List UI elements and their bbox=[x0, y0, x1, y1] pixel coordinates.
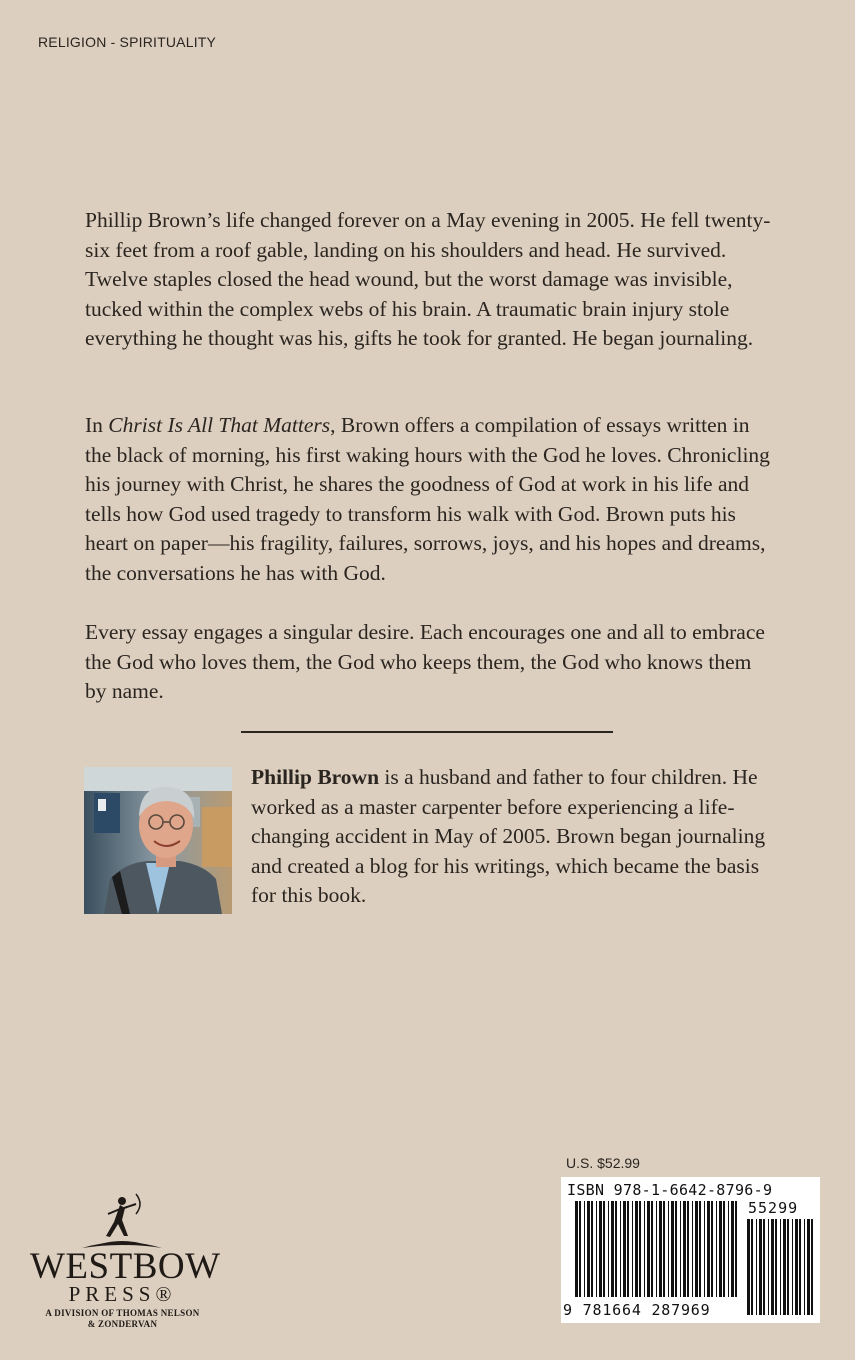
price-label: U.S. $52.99 bbox=[566, 1155, 640, 1171]
isbn-label: ISBN 978-1-6642-8796-9 bbox=[567, 1181, 773, 1199]
description-paragraph-1: Phillip Brown’s life changed forever on a May evening in 2005. He fell twenty-six feet from a roof gable, landing on his shoulders and head. He survived. Twelve staples closed the head wound, but the worst damage was invisible, tucked within the complex webs of his brain. A traumatic brain injury stole everything he thought was his, gifts he took for granted. He began journaling. bbox=[85, 208, 771, 351]
publisher-name: WESTBOW bbox=[30, 1246, 221, 1287]
author-bio bbox=[251, 763, 781, 911]
author-bio-text: is a husband and father to four children. He worked as a master carpenter before experiencing a life-changing accident in May of 2005. Brown began journaling and created a blog for his writings, which became the basis for this book. bbox=[251, 765, 766, 908]
description-paragraph-3: Every essay engages a singular desire. Each encourages one and all to embrace the God who loves them, the God who keeps them, the God who knows them by name. bbox=[85, 620, 765, 704]
author-name: Phillip Brown bbox=[251, 765, 380, 789]
publisher-logo bbox=[30, 1192, 221, 1332]
price-addon-code: 55299 bbox=[748, 1199, 799, 1217]
book-title: Christ Is All That Matters bbox=[108, 413, 331, 437]
publisher-division: A DIVISION OF THOMAS NELSON bbox=[45, 1308, 200, 1318]
section-divider bbox=[241, 731, 613, 733]
ean-number: 9 781664 287969 bbox=[563, 1301, 711, 1319]
category-label: RELIGION - SPIRITUALITY bbox=[38, 34, 217, 50]
description-paragraph-2 bbox=[85, 411, 775, 589]
paragraph-lead: In bbox=[85, 413, 109, 437]
publisher-sub: PRESS® bbox=[68, 1282, 177, 1306]
author-photo bbox=[84, 767, 232, 914]
archer-icon bbox=[30, 1192, 215, 1252]
isbn-barcode bbox=[561, 1177, 820, 1323]
publisher-division-2: & ZONDERVAN bbox=[87, 1319, 158, 1329]
paragraph-body: , Brown offers a compilation of essays written in the black of morning, his first waking hours with the God he loves. Chronicling his journey with Christ, he shares the goodness of God at work in his life and tells how God used tragedy to transform his walk with God. Brown puts his heart on paper—his fragility, failures, sorrows, joys, and his hopes and dreams, the conversations he has with God. bbox=[85, 413, 770, 585]
